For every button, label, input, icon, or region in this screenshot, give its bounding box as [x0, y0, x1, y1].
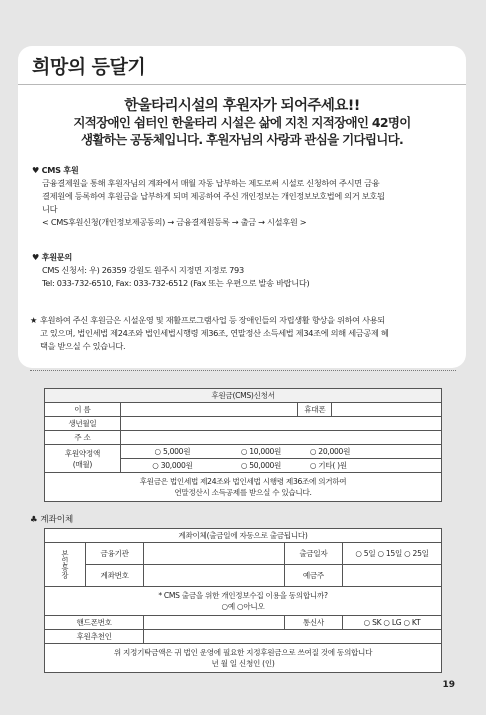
inquiry-heading: ♥ 후원문의: [32, 252, 73, 262]
inquiry-body: [32, 264, 454, 290]
inquiry-address: CMS 신청서: 우) 26359 강원도 원주시 지정면 지정로 793: [42, 265, 244, 275]
form-title: 후원금(CMS)신청서: [45, 389, 442, 403]
own-account-label: 본인통장: [45, 543, 86, 587]
address-label: 주 소: [45, 431, 121, 445]
notice-line: 고 있으며, 법인세법 제24조와 법인세법시행령 제36조, 연말정산 소득세법 제34조에 의해 세금공제 혜: [40, 328, 389, 338]
notice-line: [30, 314, 454, 327]
bank-field[interactable]: [144, 543, 285, 565]
radio-30000[interactable]: ○ 30,000원: [120, 459, 224, 473]
tax-note-line: 연말정산시 소득공제를 받으실 수 있습니다.: [174, 488, 312, 497]
cms-line: 니다: [42, 204, 58, 214]
cms-section: [32, 164, 454, 229]
account-transfer-form: [44, 528, 442, 673]
cms-heading: ♥ CMS 후원: [32, 165, 79, 175]
bank-label: 금융기관: [86, 543, 144, 565]
subhead-line: 지적장애인 쉼터인 한울타리 시설은 삶에 지친 지적장애인 42명이: [73, 115, 411, 130]
donation-info-card: [18, 46, 466, 368]
account-field[interactable]: [144, 565, 285, 587]
tax-note: [45, 473, 442, 502]
cms-line: 결제원에 등록하여 후원금을 납부하게 되며 제공하여 주신 개인정보는 개인정보보호법에 의거 보호됩: [42, 191, 385, 201]
star-icon: ★: [30, 315, 38, 325]
transfer-title: 계좌이체(출금일에 자동으로 출금됩니다): [45, 529, 442, 543]
radio-20000[interactable]: ○ 20,000원: [298, 445, 442, 459]
carrier-options[interactable]: ○ SK ○ LG ○ KT: [343, 616, 442, 630]
subheadline: [18, 114, 466, 148]
amount-label-sub: (매월): [72, 459, 93, 469]
radio-5000[interactable]: ○ 5,000원: [120, 445, 224, 459]
account-label: 계좌번호: [86, 565, 144, 587]
cut-line: [30, 370, 456, 371]
birth-field[interactable]: [120, 417, 441, 431]
recommender-field[interactable]: [144, 630, 442, 644]
signature-line[interactable]: 년 월 일 신청인 (인): [211, 659, 275, 668]
address-field[interactable]: [120, 431, 441, 445]
radio-other[interactable]: ○ 기타( )원: [298, 459, 442, 473]
agreement-text: 위 지정기탁금액은 귀 법인 운영에 필요한 지정후원금으로 쓰여질 것에 동의합니다: [113, 648, 373, 657]
radio-50000[interactable]: ○ 50,000원: [224, 459, 298, 473]
tax-note-line: 후원금은 법인세법 제24조와 법인세법 시행령 제36조에 의거하여: [139, 477, 347, 486]
mobile-label: 휴대폰: [298, 403, 332, 417]
amount-label: [45, 445, 121, 473]
cms-application-form: [44, 388, 442, 502]
carrier-label: 통신사: [284, 616, 342, 630]
agreement-row: [45, 644, 442, 673]
recommender-label: 후원추천인: [45, 630, 144, 644]
radio-10000[interactable]: ○ 10,000원: [224, 445, 298, 459]
cms-body: [32, 177, 454, 229]
consent-question: * CMS 출금을 위한 개인정보수집 이용을 동의합니까?: [158, 591, 328, 600]
title-divider: [18, 84, 466, 85]
inquiry-tel: Tel: 033-732-6510, Fax: 033-732-6512 (Fax 또는 우편으로 발송 바랍니다): [42, 278, 310, 288]
cms-process: < CMS후원신청(개인정보제공동의) → 금융결제원등록 → 출금 → 시설후원 >: [42, 217, 307, 227]
phone-field[interactable]: [144, 616, 285, 630]
withdraw-day-label: 출금일자: [284, 543, 342, 565]
depositor-field[interactable]: [343, 565, 442, 587]
page-number: 19: [442, 680, 455, 690]
notice-section: [30, 314, 454, 353]
headline: 한울타리시설의 후원자가 되어주세요!!: [124, 98, 360, 114]
mobile-field[interactable]: [332, 403, 442, 417]
transfer-section-label: ♣ 계좌이체: [30, 515, 74, 525]
card-title: 희망의 등달기: [32, 56, 146, 78]
amount-label-text: 후원약정액: [64, 448, 100, 458]
inquiry-section: [32, 251, 454, 290]
notice-text: 후원하여 주신 후원금은 시설운영 및 재활프로그램사업 등 장애인들의 자립생활 향상을 위하여 사용되: [40, 315, 385, 325]
depositor-label: 예금주: [284, 565, 342, 587]
cms-line: 금융결제원을 통해 후원자님의 계좌에서 매월 자동 납부하는 제도로써 시설로 신청하여 주시면 금융: [42, 178, 380, 188]
birth-label: 생년월일: [45, 417, 121, 431]
name-field[interactable]: [120, 403, 298, 417]
phone-label: 핸드폰번호: [45, 616, 144, 630]
consent-options[interactable]: ○예 ○아니오: [221, 602, 265, 611]
notice-line: 택을 받으실 수 있습니다.: [40, 341, 126, 351]
name-label: 이 름: [45, 403, 121, 417]
withdraw-day-options[interactable]: ○ 5일 ○ 15일 ○ 25일: [343, 543, 442, 565]
subhead-line: 생활하는 공동체입니다. 후원자님의 사랑과 관심을 기다립니다.: [80, 132, 404, 147]
consent-row: [45, 587, 442, 616]
